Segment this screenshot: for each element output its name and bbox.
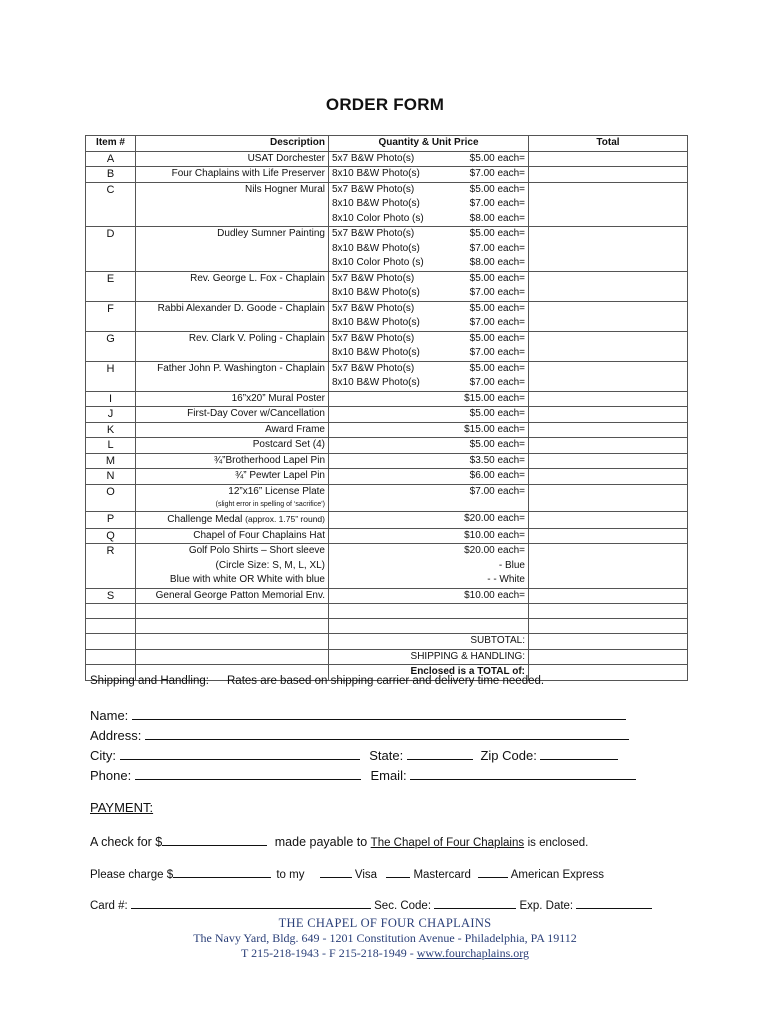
item-price: $10.00 each= — [329, 588, 529, 604]
item-letter: S — [86, 588, 136, 604]
shipping-note-label: Shipping and Handling: — [90, 675, 209, 687]
item-description: Rev. George L. Fox - Chaplain — [136, 271, 329, 286]
item-quantity-price — [329, 212, 529, 227]
total-cell[interactable] — [529, 376, 688, 391]
amex-label: American Express — [510, 869, 605, 881]
item-description: General George Patton Memorial Env. — [136, 588, 329, 604]
shipping-note — [90, 675, 544, 687]
table-header-row — [86, 136, 688, 152]
state-field[interactable] — [407, 746, 473, 760]
table-row — [86, 151, 688, 167]
subtotal-label: SUBTOTAL: — [329, 634, 529, 650]
shipping-row — [86, 649, 688, 665]
item-description — [136, 346, 329, 361]
photo-size: 5x7 B&W Photo(s) — [332, 152, 415, 164]
table-row — [86, 182, 688, 197]
photo-size: 5x7 B&W Photo(s) — [332, 183, 415, 195]
photo-size: 5x7 B&W Photo(s) — [332, 362, 415, 374]
unit-price: $7.00 each= — [469, 242, 525, 254]
item-letter — [86, 286, 136, 301]
footer — [0, 916, 770, 961]
table-row-golf — [86, 544, 688, 589]
item-description — [136, 212, 329, 227]
total-cell[interactable] — [529, 453, 688, 469]
table-row — [86, 286, 688, 301]
address-line — [90, 726, 629, 743]
enclosed-total-label: Enclosed is a TOTAL of: — [329, 665, 529, 681]
item-quantity-price — [329, 316, 529, 331]
table-row — [86, 271, 688, 286]
item-rows — [86, 391, 688, 499]
photo-size: 8x10 Color Photo (s) — [332, 257, 424, 268]
item-description: Chapel of Four Chaplains Hat — [136, 528, 329, 544]
item-letter: C — [86, 182, 136, 197]
page-title: ORDER FORM — [325, 95, 445, 114]
order-table — [85, 135, 688, 681]
total-cell[interactable] — [529, 422, 688, 438]
total-cell[interactable] — [529, 484, 688, 499]
table-row — [86, 167, 688, 183]
item-description — [136, 242, 329, 257]
photo-size: 8x10 B&W Photo(s) — [332, 377, 420, 388]
blank-row — [86, 619, 688, 634]
charge-line: Please charge $ to my Visa Mastercard American Express — [90, 866, 604, 881]
item-quantity-price — [329, 197, 529, 212]
item-quantity-price — [329, 182, 529, 197]
unit-price: $7.00 each= — [469, 287, 525, 298]
total-cell[interactable] — [529, 361, 688, 376]
total-cell[interactable] — [529, 271, 688, 286]
unit-price: $5.00 each= — [469, 332, 525, 344]
footer-contact — [0, 946, 770, 961]
phone-field[interactable] — [135, 766, 361, 780]
zip-field[interactable] — [540, 746, 618, 760]
city-line — [90, 746, 618, 763]
phone-label: Phone: — [90, 768, 132, 783]
card-number-field[interactable] — [131, 897, 371, 909]
item-letter — [86, 346, 136, 361]
total-cell[interactable] — [529, 588, 688, 604]
table-row — [86, 453, 688, 469]
table-row — [86, 242, 688, 257]
table-row — [86, 227, 688, 242]
table-row — [86, 422, 688, 438]
item-letter — [86, 212, 136, 227]
total-cell[interactable] — [529, 391, 688, 407]
item-rows — [86, 512, 688, 544]
shipping-cell[interactable] — [529, 649, 688, 665]
photo-size: 8x10 B&W Photo(s) — [332, 317, 420, 328]
table-row — [86, 331, 688, 346]
table-row — [86, 391, 688, 407]
unit-price: $8.00 each= — [469, 212, 525, 224]
table-row — [86, 499, 688, 512]
table-row — [86, 438, 688, 454]
unit-price: $8.00 each= — [469, 257, 525, 268]
item-quantity-price — [329, 346, 529, 361]
exp-date-label: Exp. Date: — [519, 900, 574, 912]
item-letter — [86, 316, 136, 331]
address-field[interactable] — [145, 726, 629, 740]
table-row — [86, 469, 688, 485]
photo-size: 8x10 B&W Photo(s) — [332, 347, 420, 358]
item-description: Four Chaplains with Life Preserver — [136, 167, 329, 183]
check-amount-field[interactable] — [162, 833, 267, 846]
charge-amount-field[interactable] — [173, 866, 271, 878]
check-label: A check for $ — [90, 835, 163, 849]
item-price: $20.00 each= — [329, 512, 529, 529]
unit-price: $5.00 each= — [469, 302, 525, 314]
item-description: Challenge Medal (approx. 1.75” round) — [136, 512, 329, 529]
amex-check-field[interactable] — [478, 866, 508, 878]
subtotal-cell[interactable] — [529, 634, 688, 650]
sec-code-label: Sec. Code: — [374, 900, 432, 912]
name-field[interactable] — [132, 706, 626, 720]
table-row — [86, 484, 688, 499]
item-price: $5.00 each= — [329, 438, 529, 454]
item-description: Dudley Sumner Painting — [136, 227, 329, 242]
zip-label: Zip Code: — [480, 748, 537, 763]
item-price: $3.50 each= — [329, 453, 529, 469]
item-description — [136, 197, 329, 212]
item-price: $15.00 each= — [329, 422, 529, 438]
unit-price: $5.00 each= — [469, 228, 525, 239]
header-item: Item # — [86, 136, 136, 152]
photo-size: 5x7 B&W Photo(s) — [332, 332, 415, 344]
shipping-note-text: Rates are based on shipping carrier and delivery time needed. — [227, 675, 545, 687]
total-cell[interactable] — [529, 227, 688, 242]
footer-address: The Navy Yard, Bldg. 649 - 1201 Constitution Avenue - Philadelphia, PA 19112 — [193, 931, 577, 945]
item-letter: H — [86, 361, 136, 376]
item-letter — [86, 197, 136, 212]
mastercard-check-field[interactable] — [386, 866, 410, 878]
visa-check-field[interactable] — [320, 866, 352, 878]
item-description — [136, 256, 329, 271]
item-price: $20.00 each= - Blue - - White — [329, 544, 529, 589]
item-quantity-price — [329, 301, 529, 316]
item-price: $15.00 each= — [329, 391, 529, 407]
item-description: Rabbi Alexander D. Goode - Chaplain — [136, 301, 329, 316]
total-cell[interactable] — [529, 286, 688, 301]
item-description: Postcard Set (4) — [136, 438, 329, 454]
item-letter: G — [86, 331, 136, 346]
unit-price: $5.00 each= — [469, 272, 525, 284]
item-description: Nils Hogner Mural — [136, 182, 329, 197]
item-letter — [86, 376, 136, 391]
table-row — [86, 346, 688, 361]
item-price: $6.00 each= — [329, 469, 529, 485]
total-cell[interactable] — [529, 151, 688, 167]
total-cell[interactable] — [529, 528, 688, 544]
item-letter: B — [86, 167, 136, 183]
card-line — [90, 897, 652, 912]
item-letter: D — [86, 227, 136, 242]
table-row — [86, 256, 688, 271]
payment-heading: PAYMENT: — [90, 800, 154, 815]
enclosed-total-cell[interactable] — [529, 665, 688, 681]
medal-size-note: (approx. 1.75” round) — [245, 514, 325, 524]
photo-size: 8x10 B&W Photo(s) — [332, 198, 420, 209]
photo-rows — [86, 151, 688, 391]
blank-row — [86, 604, 688, 619]
exp-date-field[interactable] — [576, 897, 652, 909]
item-letter: O — [86, 484, 136, 499]
header-total: Total — [529, 136, 688, 152]
photo-size: 8x10 B&W Photo(s) — [332, 168, 420, 179]
table-row — [86, 376, 688, 391]
mastercard-label: Mastercard — [413, 869, 471, 881]
item-description: First-Day Cover w/Cancellation — [136, 407, 329, 423]
item-letter: R — [86, 544, 136, 589]
item-letter — [86, 242, 136, 257]
item-letter: N — [86, 469, 136, 485]
total-cell[interactable] — [529, 316, 688, 331]
phone-line — [90, 766, 636, 783]
city-label: City: — [90, 748, 116, 763]
item-letter: F — [86, 301, 136, 316]
table-row — [86, 361, 688, 376]
item-quantity-price — [329, 242, 529, 257]
website-link[interactable]: www.fourchaplains.org — [416, 946, 530, 960]
item-letter — [86, 256, 136, 271]
item-description — [136, 286, 329, 301]
item-description — [136, 376, 329, 391]
table-row — [86, 301, 688, 316]
table-row — [86, 212, 688, 227]
golf-option-white: - - White — [487, 574, 525, 585]
table-row — [86, 528, 688, 544]
item-quantity-price — [329, 151, 529, 167]
item-letter: M — [86, 453, 136, 469]
item-letter: K — [86, 422, 136, 438]
check-line: A check for $ made payable to The Chapel of Four Chaplains is enclosed. — [90, 835, 589, 849]
charge-label: Please charge $ — [90, 869, 174, 881]
table-row-patton — [86, 588, 688, 604]
total-cell[interactable] — [529, 544, 688, 589]
total-cell[interactable] — [529, 301, 688, 316]
item-quantity-price — [329, 167, 529, 183]
item-quantity-price — [329, 271, 529, 286]
header-description: Description — [136, 136, 329, 152]
table-row — [86, 197, 688, 212]
item-price: $7.00 each= — [329, 484, 529, 499]
city-field[interactable] — [120, 746, 360, 760]
unit-price: $5.00 each= — [469, 362, 525, 374]
table-row — [86, 407, 688, 423]
item-quantity-price — [329, 227, 529, 242]
total-cell[interactable] — [529, 242, 688, 257]
item-price: $5.00 each= — [329, 407, 529, 423]
item-description: 16”x20” Mural Poster — [136, 391, 329, 407]
item-description: ¾” Pewter Lapel Pin — [136, 469, 329, 485]
table-row — [86, 316, 688, 331]
unit-price: $7.00 each= — [469, 198, 525, 209]
total-cell[interactable] — [529, 197, 688, 212]
golf-option-blue: - Blue — [498, 559, 525, 571]
unit-price: $5.00 each= — [469, 152, 525, 164]
item-letter: A — [86, 151, 136, 167]
email-field[interactable] — [410, 766, 636, 780]
photo-size: 8x10 B&W Photo(s) — [332, 242, 420, 254]
item-description: ¾”Brotherhood Lapel Pin — [136, 453, 329, 469]
item-description: Father John P. Washington - Chaplain — [136, 361, 329, 376]
license-plate-note: (slight error in spelling of ‘sacrifice’) — [136, 499, 329, 512]
total-cell[interactable] — [529, 212, 688, 227]
total-cell[interactable] — [529, 331, 688, 346]
item-letter: J — [86, 407, 136, 423]
photo-size: 5x7 B&W Photo(s) — [332, 272, 415, 284]
unit-price: $7.00 each= — [469, 317, 525, 328]
address-label: Address: — [90, 728, 142, 743]
item-description: Rev. Clark V. Poling - Chaplain — [136, 331, 329, 346]
footer-org-name: THE CHAPEL OF FOUR CHAPLAINS — [278, 916, 492, 930]
total-cell[interactable] — [529, 182, 688, 197]
photo-size: 8x10 Color Photo (s) — [332, 212, 424, 224]
photo-size: 8x10 B&W Photo(s) — [332, 287, 420, 298]
unit-price: $7.00 each= — [469, 168, 525, 179]
item-letter: P — [86, 512, 136, 529]
item-letter: L — [86, 438, 136, 454]
item-description — [136, 316, 329, 331]
photo-size: 5x7 B&W Photo(s) — [332, 228, 415, 239]
header-quantity: Quantity & Unit Price — [329, 136, 529, 152]
payee-name: The Chapel of Four Chaplains — [370, 837, 525, 849]
name-line — [90, 706, 626, 723]
item-quantity-price — [329, 286, 529, 301]
total-cell[interactable] — [529, 346, 688, 361]
shipping-label: SHIPPING & HANDLING: — [329, 649, 529, 665]
item-quantity-price — [329, 361, 529, 376]
total-cell[interactable] — [529, 407, 688, 423]
item-letter: Q — [86, 528, 136, 544]
footer-phones: T 215-218-1943 - F 215-218-1949 - — [240, 946, 417, 960]
item-description: Award Frame — [136, 422, 329, 438]
unit-price: $7.00 each= — [469, 377, 525, 388]
card-number-label: Card #: — [90, 900, 128, 912]
total-cell[interactable] — [529, 512, 688, 529]
item-quantity-price — [329, 376, 529, 391]
photo-size: 5x7 B&W Photo(s) — [332, 302, 415, 314]
item-letter: I — [86, 391, 136, 407]
total-cell[interactable] — [529, 469, 688, 485]
unit-price: $5.00 each= — [469, 183, 525, 195]
table-row — [86, 512, 688, 529]
item-price: $10.00 each= — [329, 528, 529, 544]
total-cell[interactable] — [529, 167, 688, 183]
unit-price: $7.00 each= — [469, 347, 525, 358]
item-quantity-price — [329, 256, 529, 271]
total-cell[interactable] — [529, 256, 688, 271]
subtotal-row — [86, 634, 688, 650]
email-label: Email: — [370, 768, 407, 783]
item-description: USAT Dorchester — [136, 151, 329, 167]
visa-label: Visa — [354, 869, 378, 881]
item-letter: E — [86, 271, 136, 286]
sec-code-field[interactable] — [434, 897, 516, 909]
item-quantity-price — [329, 331, 529, 346]
item-description: 12”x16” License Plate — [136, 484, 329, 499]
item-description: Golf Polo Shirts – Short sleeve (Circle Size: S, M, L, XL) Blue with white OR White with blue — [136, 544, 329, 589]
state-label: State: — [369, 748, 404, 763]
total-cell[interactable] — [529, 438, 688, 454]
name-label: Name: — [90, 708, 129, 723]
